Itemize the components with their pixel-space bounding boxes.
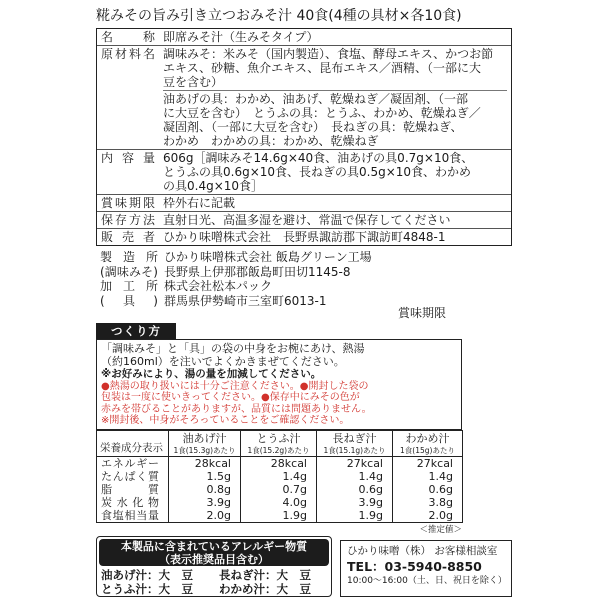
nutrient-label — [97, 496, 169, 509]
allergy-header — [99, 539, 329, 566]
manufacturer-value: 株式会社松本パック — [164, 279, 273, 293]
text-line: に大豆を含む） とうふの具：とうふ、わかめ、乾燥ねぎ／ — [163, 106, 481, 120]
column-name: 長ねぎ汁 — [332, 432, 377, 445]
serving-size: 1食(15.1g)あたり — [323, 446, 386, 455]
allergy-item — [101, 568, 219, 582]
info-row-best-before — [97, 194, 511, 211]
text-line: 凝固剤、（一部に大豆を含む） 長ねぎの具：乾燥ねぎ、 — [163, 120, 463, 134]
text-line: エキス、砂糖、魚介エキス、昆布エキス／酒精、（一部に大 — [163, 61, 482, 75]
manufacturer-row — [96, 294, 512, 309]
nutrient-label-text: 炭水化物 — [101, 496, 159, 509]
info-row-name — [97, 29, 511, 45]
text-line: 606g［調味みそ14.6g×40食、油あげの具0.7g×10食、 — [163, 151, 474, 165]
allergy-item-label: 長ねぎ汁： — [219, 568, 277, 582]
text-line: 豆を含む） — [163, 75, 224, 89]
nutrient-value: 3.9g — [317, 496, 393, 509]
nutrient-label — [97, 509, 169, 523]
nutrient-label — [97, 483, 169, 496]
nutrient-value: 3.8g — [393, 496, 463, 509]
caution-line: ●熱湯の取り扱いには十分ご注意ください。●開封した袋の — [101, 380, 369, 392]
product-info-table — [96, 28, 512, 246]
nutrient-label — [97, 470, 169, 483]
manufacturer-label: (調味みそ) — [100, 264, 158, 279]
info-value-seller — [159, 230, 511, 244]
manufacturer-value: 長野県上伊那郡飯島町田切1145-8 — [164, 264, 351, 279]
nutrition-column-header — [169, 431, 241, 457]
allergy-box — [96, 536, 332, 597]
nutrition-row — [97, 496, 463, 509]
info-label-name: 名称 — [101, 30, 155, 44]
info-row-ingredients — [97, 45, 511, 149]
allergy-item-value: 大 豆 — [158, 582, 193, 596]
info-label-seller: 販売者 — [101, 230, 155, 244]
allergy-item-label: 油あげ汁： — [101, 568, 159, 582]
info-label-ingredients: 原材料名 — [101, 47, 155, 61]
allergy-subtitle: （表示推奨品目含む） — [159, 552, 269, 566]
manufacturer-block — [96, 250, 512, 308]
nutrient-value: 27kcal — [317, 457, 393, 471]
nutrition-column-header — [241, 431, 317, 457]
nutrient-label — [97, 457, 169, 471]
how-to-step: 「調味みそ」と「具」の袋の中身をお椀にあけ、熱湯 — [101, 342, 365, 355]
info-label-best-before: 賞味期限 — [101, 196, 155, 210]
text-line: 調味みそ：米みそ（国内製造）、食塩、酵母エキス、かつお節 — [163, 47, 494, 61]
caution-line: 包装は一度に使いきってください。●保存中にみその色が — [101, 392, 360, 403]
nutrient-value: 1.4g — [317, 470, 393, 483]
text-line: 直射日光、高温多湿を避け、常温で保存してください — [163, 213, 451, 227]
info-row-content — [97, 149, 511, 194]
nutrition-title: 栄養成分表示 — [97, 431, 169, 457]
nutrient-label-text: エネルギー — [101, 457, 159, 470]
contact-hours: 10:00～16:00（土、日、祝日を除く） — [347, 576, 507, 586]
nutrient-value: 0.6g — [317, 483, 393, 496]
seller-address: 長野県諏訪郡下諏訪町4848-1 — [283, 230, 446, 244]
contact-name: ひかり味噌（株） お客様相談室 — [347, 545, 498, 557]
caution-line: 赤みを帯びることがありますが、品質には問題ありません。 — [101, 403, 372, 415]
allergy-item-label: わかめ汁： — [219, 582, 277, 596]
column-name: わかめ汁 — [405, 432, 450, 445]
allergy-item-value: 大 豆 — [276, 582, 311, 596]
nutrient-value: 3.9g — [169, 496, 241, 509]
nutrient-value: 1.4g — [241, 470, 317, 483]
text-line: とうふの具0.6g×10食、長ねぎの具0.5g×10食、わかめ — [163, 165, 472, 179]
allergy-item-value: 大 豆 — [276, 568, 311, 582]
nutrition-row — [97, 483, 463, 496]
nutrition-column-header — [317, 431, 393, 457]
contact-phone: TEL：03-5940-8850 — [347, 559, 482, 574]
nutrition-row — [97, 470, 463, 483]
nutrient-value: 0.7g — [241, 483, 317, 496]
info-value-ingredients — [159, 47, 511, 148]
manufacturer-row — [96, 265, 512, 280]
manufacturer-value: 群馬県伊勢崎市三室町6013-1 — [164, 293, 327, 308]
nutrient-value: 1.9g — [241, 509, 317, 523]
nutrient-label-text: たんぱく質 — [101, 470, 159, 483]
nutrient-value: 2.0g — [169, 509, 241, 523]
product-title: 糀みその旨み引き立つおみそ汁 40食(4種の具材×各10食) — [96, 8, 462, 24]
divider — [163, 90, 507, 91]
info-value-best-before — [159, 196, 511, 210]
nutrition-table — [96, 430, 463, 523]
nutrient-value: 0.8g — [169, 483, 241, 496]
text-line: 即席みそ汁（生みそタイプ） — [163, 30, 319, 44]
manufacturer-value: ひかり味噌株式会社 飯島グリーン工場 — [164, 250, 372, 264]
nutrition-row — [97, 509, 463, 523]
info-row-seller — [97, 228, 511, 245]
nutrient-value: 1.9g — [317, 509, 393, 523]
text-line — [163, 230, 511, 244]
column-name: 油あげ汁 — [182, 432, 227, 445]
manufacturer-label: 加工所 — [100, 279, 158, 293]
info-value-storage — [159, 213, 511, 227]
info-label-content: 内容量 — [101, 151, 155, 165]
manufacturer-label: 製造所 — [100, 250, 158, 264]
seller-name: ひかり味噌株式会社 — [163, 230, 272, 244]
allergy-item-value: 大 豆 — [158, 568, 193, 582]
column-name: とうふ汁 — [256, 432, 301, 445]
customer-contact-box — [340, 540, 512, 597]
nutrient-value: 0.6g — [393, 483, 463, 496]
allergy-item — [101, 582, 219, 596]
serving-size: 1食(15.2g)あたり — [247, 446, 310, 455]
how-to-title: つくり方 — [96, 323, 176, 339]
text-line: の具0.4g×10食］ — [163, 179, 264, 193]
nutrient-value: 1.5g — [169, 470, 241, 483]
nutrition-row — [97, 457, 463, 471]
how-to-tip: ※お好みにより、湯の量を加減してください。 — [101, 368, 322, 380]
info-label-storage: 保存方法 — [101, 213, 155, 227]
allergy-item — [219, 568, 329, 582]
nutrient-value: 28kcal — [169, 457, 241, 471]
estimate-note: ＜推定値＞ — [419, 525, 462, 535]
nutrition-column-header — [393, 431, 463, 457]
nutrient-value: 27kcal — [393, 457, 463, 471]
info-value-name — [159, 30, 511, 44]
text-line: 油あげの具：わかめ、油あげ、乾燥ねぎ／凝固剤、（一部 — [163, 92, 469, 106]
allergy-list — [97, 568, 331, 596]
nutrient-value: 1.4g — [393, 470, 463, 483]
nutrition-header-row — [97, 431, 463, 457]
caution-line: ※開封後、中身がそろっていることをご確認ください。 — [101, 415, 350, 426]
allergy-item — [219, 582, 329, 596]
nutrient-value: 4.0g — [241, 496, 317, 509]
manufacturer-row — [96, 250, 512, 265]
nutrient-value: 2.0g — [393, 509, 463, 523]
allergy-item-label: とうふ汁： — [101, 582, 159, 596]
manufacturer-label: (具) — [100, 293, 158, 308]
best-before-mark: 賞味期限 — [398, 306, 447, 320]
nutrient-label-text: 脂質 — [101, 483, 159, 496]
allergy-title: 本製品に含まれているアレルギー物質 — [120, 539, 308, 553]
nutrient-value: 28kcal — [241, 457, 317, 471]
info-row-storage — [97, 211, 511, 228]
serving-size: 1食(15g)あたり — [400, 446, 455, 455]
info-value-content — [159, 151, 511, 193]
how-to-body — [96, 339, 462, 430]
serving-size: 1食(15.3g)あたり — [173, 446, 236, 455]
text-line: 枠外右に記載 — [163, 196, 236, 210]
how-to-step: （約160ml）を注いでよくかきまぜてください。 — [101, 355, 345, 368]
nutrient-label-text: 食塩相当量 — [101, 509, 159, 522]
manufacturer-row — [96, 279, 512, 294]
text-line: わかめ わかめの具：わかめ、乾燥ねぎ — [163, 134, 379, 148]
